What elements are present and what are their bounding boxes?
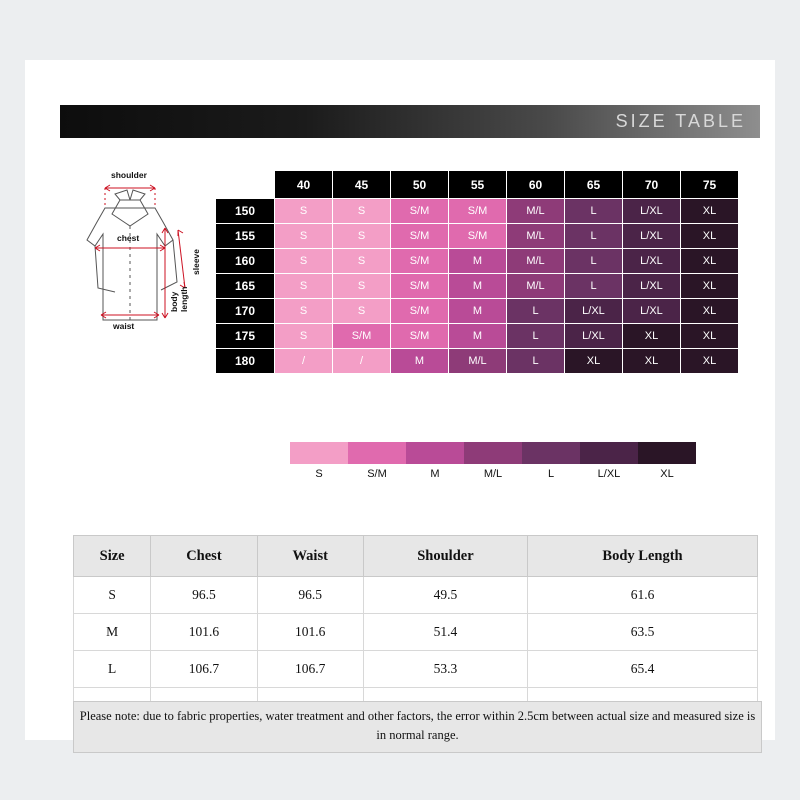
matrix-cell: L/XL (623, 199, 681, 224)
measurement-col-header: Chest (151, 536, 257, 577)
size-chart-page (25, 60, 775, 743)
matrix-cell: / (275, 349, 333, 374)
matrix-cell: XL (681, 349, 739, 374)
matrix-cell: S/M (449, 224, 507, 249)
diagram-label-waist: waist (113, 321, 135, 331)
matrix-cell: L (565, 249, 623, 274)
matrix-cell: S (333, 249, 391, 274)
matrix-cell: S/M (391, 274, 449, 299)
matrix-cell: L (507, 299, 565, 324)
matrix-cell: M/L (507, 199, 565, 224)
corner-diagonal-icon (216, 171, 274, 198)
matrix-cell: S (275, 299, 333, 324)
matrix-cell: XL (681, 199, 739, 224)
measurement-value-cell: 101.6 (151, 614, 257, 651)
matrix-cell: M/L (507, 224, 565, 249)
matrix-cell: M/L (507, 274, 565, 299)
matrix-cell: S (333, 299, 391, 324)
matrix-cell: XL (681, 324, 739, 349)
matrix-cell: S (333, 224, 391, 249)
matrix-row (216, 299, 739, 324)
matrix-cell: M/L (449, 349, 507, 374)
measurement-value-cell: 101.6 (257, 614, 363, 651)
measurement-size-cell: M (74, 614, 151, 651)
matrix-cell: XL (681, 224, 739, 249)
measurement-value-cell: 106.7 (257, 651, 363, 688)
matrix-cell: XL (681, 299, 739, 324)
legend-label: L/XL (597, 468, 621, 480)
matrix-cell: L/XL (623, 224, 681, 249)
legend-label: L (547, 468, 555, 480)
legend-swatch (638, 442, 696, 464)
matrix-cell: M (449, 324, 507, 349)
legend-label: XL (660, 468, 674, 480)
matrix-row-header: 155 (216, 224, 275, 249)
matrix-cell: XL (565, 349, 623, 374)
matrix-row (216, 224, 739, 249)
matrix-cell: S (275, 274, 333, 299)
matrix-cell: S/M (449, 199, 507, 224)
matrix-cell: S (275, 199, 333, 224)
matrix-cell: S/M (391, 224, 449, 249)
measurement-value-cell: 65.4 (528, 651, 758, 688)
matrix-row (216, 249, 739, 274)
matrix-cell: S (275, 224, 333, 249)
size-legend (290, 442, 696, 480)
measurement-col-header: Size (74, 536, 151, 577)
legend-swatches (290, 442, 696, 464)
matrix-col-header: 45 (333, 171, 391, 199)
matrix-cell: L/XL (565, 324, 623, 349)
matrix-cell: S/M (391, 199, 449, 224)
measurement-value-cell: 53.3 (363, 651, 527, 688)
matrix-corner-cell (216, 171, 275, 199)
matrix-cell: XL (681, 274, 739, 299)
matrix-cell: M (391, 349, 449, 374)
size-matrix-table (215, 170, 739, 374)
measurement-col-header: Waist (257, 536, 363, 577)
matrix-row (216, 274, 739, 299)
matrix-cell: L/XL (623, 274, 681, 299)
matrix-cell: S (275, 249, 333, 274)
matrix-col-header: 70 (623, 171, 681, 199)
disclaimer-note: Please note: due to fabric properties, water treatment and other factors, the error within 2.5cm between actual size and measured size is in normal range. (73, 701, 762, 753)
matrix-cell: L (565, 199, 623, 224)
matrix-cell: XL (623, 324, 681, 349)
matrix-cell: L (565, 224, 623, 249)
legend-swatch (290, 442, 348, 464)
matrix-cell: S/M (391, 299, 449, 324)
matrix-cell: S (333, 199, 391, 224)
matrix-row-header: 175 (216, 324, 275, 349)
matrix-cell: L/XL (623, 249, 681, 274)
table-row (74, 651, 758, 688)
measurement-value-cell: 63.5 (528, 614, 758, 651)
matrix-cell: S (333, 274, 391, 299)
matrix-cell: S/M (391, 324, 449, 349)
matrix-row-header: 165 (216, 274, 275, 299)
matrix-row-header: 180 (216, 349, 275, 374)
matrix-cell: M (449, 299, 507, 324)
matrix-row-header: 150 (216, 199, 275, 224)
matrix-body (216, 199, 739, 374)
matrix-cell: XL (623, 349, 681, 374)
matrix-cell: L/XL (623, 299, 681, 324)
matrix-cell: XL (681, 249, 739, 274)
matrix-row-header: 170 (216, 299, 275, 324)
measurement-header-row (74, 536, 758, 577)
diagram-label-body-length: body length (169, 286, 189, 312)
legend-swatch (580, 442, 638, 464)
legend-label: M (430, 468, 440, 480)
matrix-col-header: 55 (449, 171, 507, 199)
legend-swatch (348, 442, 406, 464)
matrix-cell: S/M (333, 324, 391, 349)
measurement-col-header: Shoulder (363, 536, 527, 577)
matrix-cell: L (507, 349, 565, 374)
header-banner (60, 105, 760, 138)
shirt-illustration (65, 170, 205, 360)
matrix-cell: S/M (391, 249, 449, 274)
matrix-col-header: 75 (681, 171, 739, 199)
measurement-size-cell: L (74, 651, 151, 688)
garment-diagram (65, 170, 205, 360)
matrix-row (216, 324, 739, 349)
measurement-size-cell: S (74, 577, 151, 614)
legend-label: S (315, 468, 323, 480)
diagram-label-chest: chest (117, 233, 140, 243)
matrix-cell: L/XL (565, 299, 623, 324)
legend-swatch (406, 442, 464, 464)
table-row (74, 577, 758, 614)
matrix-row (216, 199, 739, 224)
matrix-col-header: 60 (507, 171, 565, 199)
measurement-value-cell: 96.5 (257, 577, 363, 614)
matrix-cell: M/L (507, 249, 565, 274)
measurement-value-cell: 106.7 (151, 651, 257, 688)
measurement-table (73, 535, 758, 725)
matrix-cell: L (507, 324, 565, 349)
measurement-col-header: Body Length (528, 536, 758, 577)
matrix-cell: / (333, 349, 391, 374)
matrix-row (216, 349, 739, 374)
matrix-cell: S (275, 324, 333, 349)
legend-label: S/M (367, 468, 387, 480)
diagram-label-sleeve: sleeve (191, 249, 201, 275)
legend-swatch (522, 442, 580, 464)
measurement-value-cell: 51.4 (363, 614, 527, 651)
measurement-value-cell: 61.6 (528, 577, 758, 614)
table-row (74, 614, 758, 651)
matrix-row-header: 160 (216, 249, 275, 274)
matrix-col-header: 65 (565, 171, 623, 199)
measurement-value-cell: 49.5 (363, 577, 527, 614)
legend-labels (290, 468, 696, 480)
matrix-cell: L (565, 274, 623, 299)
legend-label: M/L (483, 468, 503, 480)
legend-swatch (464, 442, 522, 464)
matrix-col-header: 50 (391, 171, 449, 199)
matrix-col-header: 40 (275, 171, 333, 199)
matrix-cell: M (449, 249, 507, 274)
diagram-label-shoulder: shoulder (111, 170, 147, 180)
matrix-cell: M (449, 274, 507, 299)
matrix-header-row (216, 171, 739, 199)
measurement-value-cell: 96.5 (151, 577, 257, 614)
page-title: SIZE TABLE (615, 111, 746, 131)
